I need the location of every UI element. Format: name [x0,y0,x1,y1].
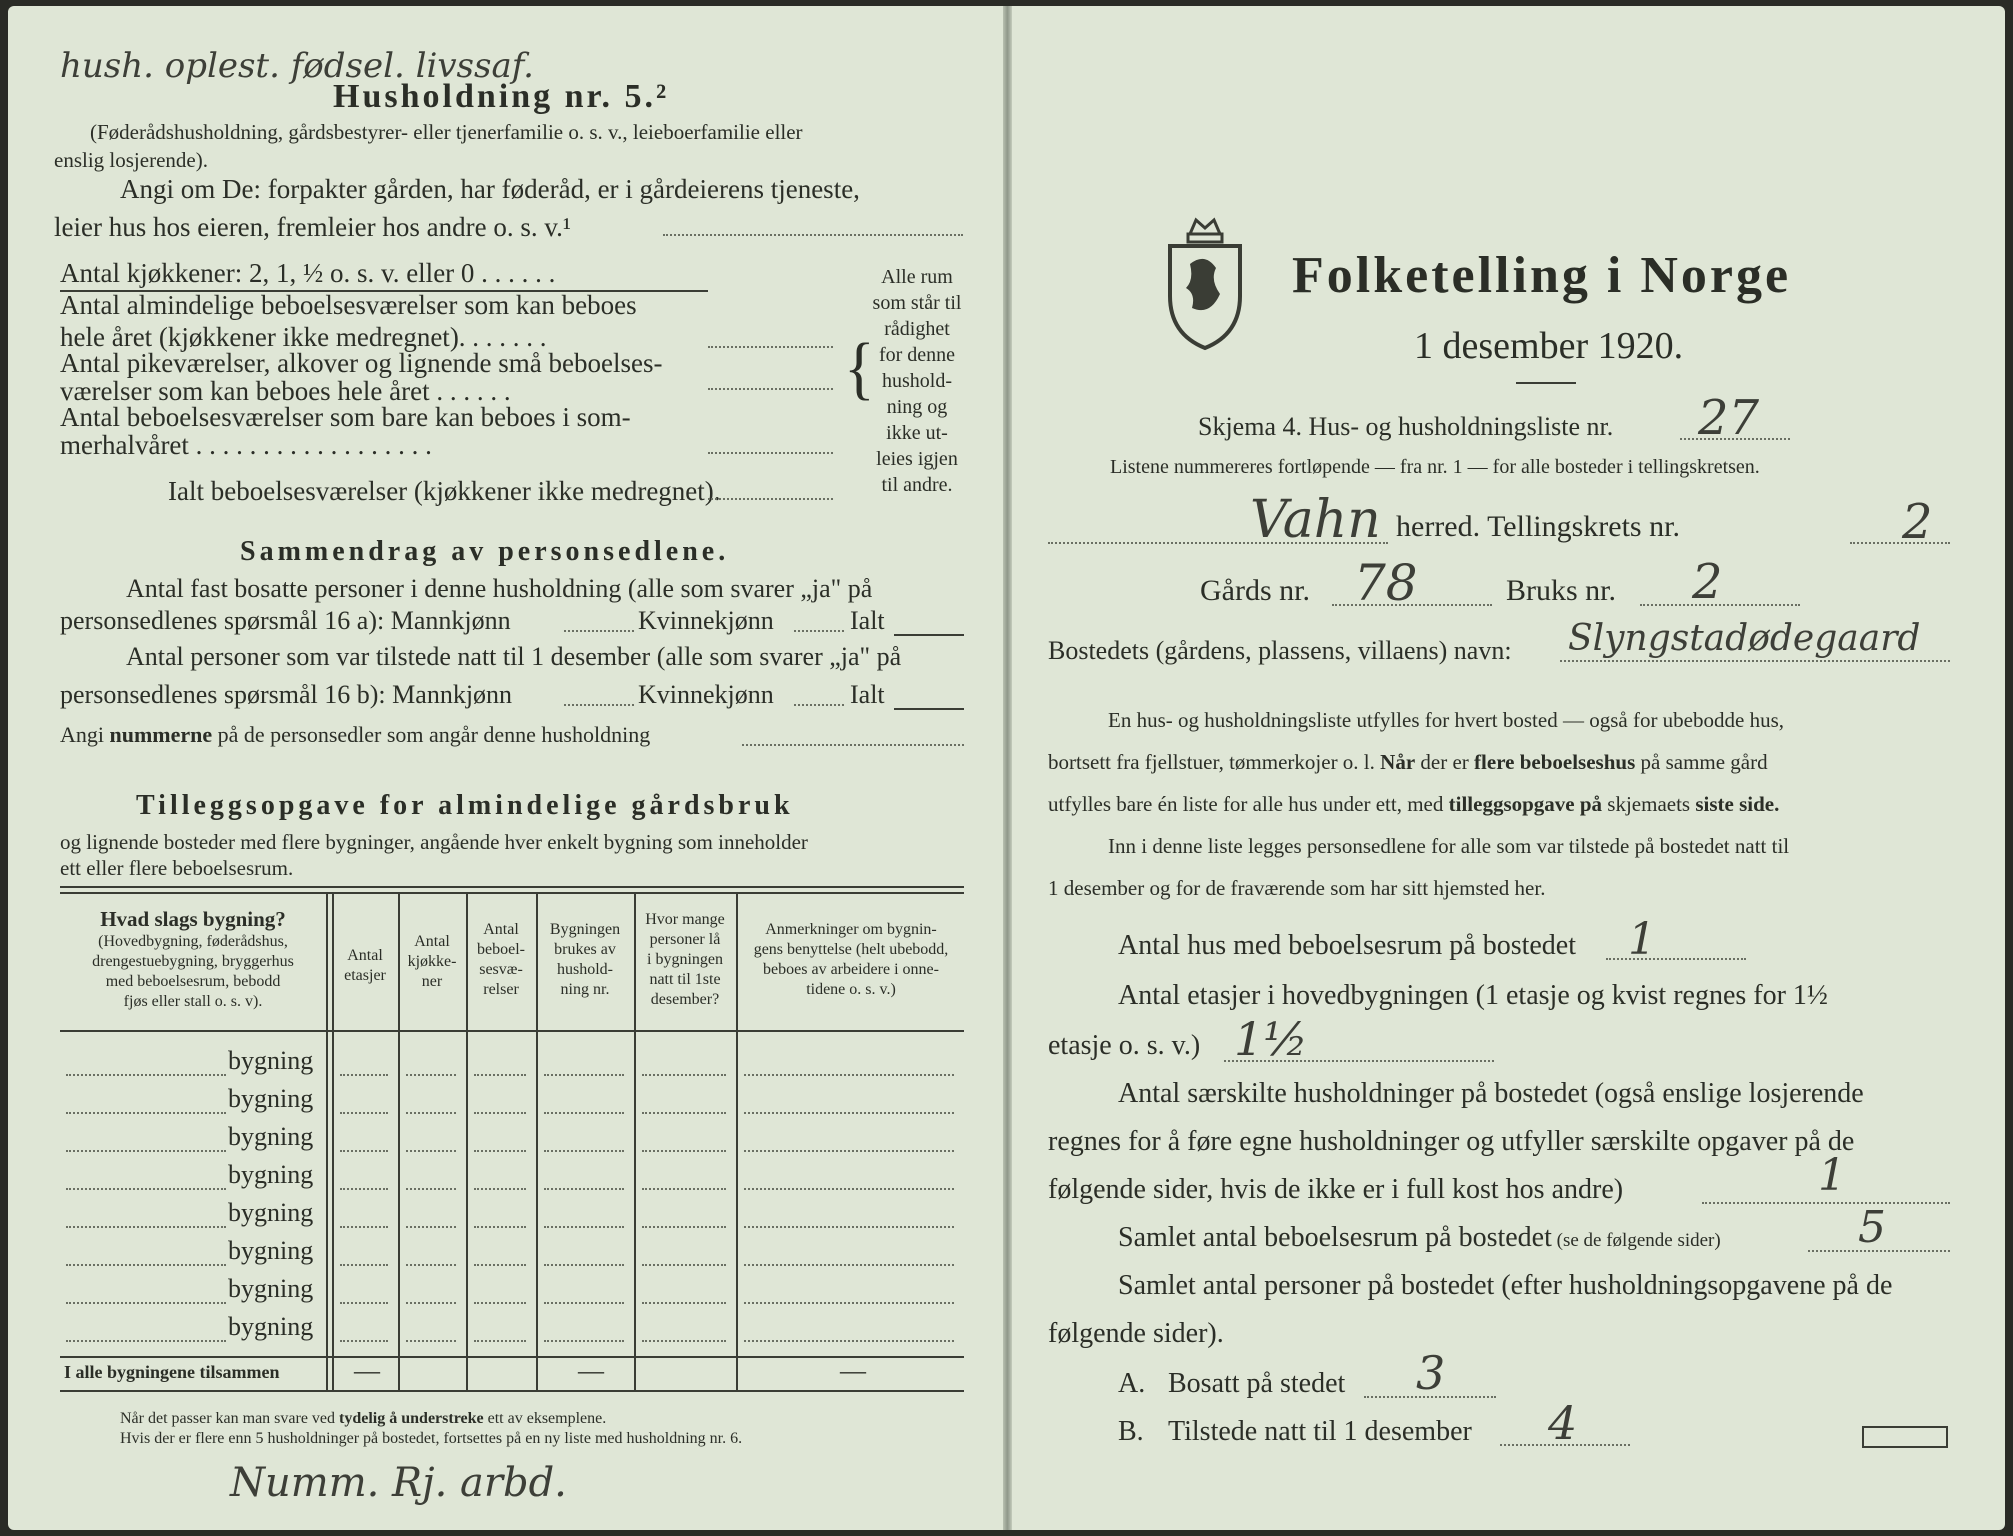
total-floors-dash: — [354,1356,380,1385]
building-cell-line [544,1074,624,1076]
table-header-building-type [60,906,326,1012]
table-header-floors [332,946,398,986]
header-household-line: hushold- [557,961,613,978]
table-header-household [536,920,634,1000]
building-cell-line [744,1264,954,1266]
header-kitchens-line: kjøkke- [407,953,457,970]
angi-numbers-bold: nummerne [109,722,213,747]
instruction-1b-bold: Når [1380,750,1416,774]
angi-numbers [60,722,650,748]
household-title: Husholdning nr. 5.² [333,78,670,115]
table-bottom-rule [60,1390,964,1392]
summary-present-1: Antal personer som var tilstede natt til 1 desember (alle som svarer „ja" på [126,642,902,671]
schema-label: Skjema 4. Hus- og husholdningsliste nr. [1198,412,1614,441]
building-cell-line [406,1150,456,1152]
resident-label: Bosatt på stedet [1168,1368,1346,1399]
instruction-1c [1048,792,1779,817]
total-household-dash: — [578,1356,604,1385]
rooms-small-2: værelser som kan beboes hele året . . . . . . [60,376,511,406]
brace-note [862,264,972,498]
resident-female-label: Kvinnekjønn [638,606,774,635]
instruction-1b [1048,750,1768,775]
rooms-answer-line-2 [708,388,833,390]
header-persons-line: personer lå [649,931,721,948]
building-cell-line [406,1340,456,1342]
census-date: 1 desember 1920. [1414,325,1684,367]
bosted-line [1560,660,1950,662]
building-row-label: bygning [228,1160,314,1189]
building-cell-line [744,1226,954,1228]
header-persons-line: desember? [650,991,720,1008]
summary-title: Sammendrag av personsedlene. [240,536,730,567]
header-household-line: Bygningen [549,921,621,938]
angi-line-1: Angi om De: forpakter gården, har føderåd, er i gårdeierens tjeneste, [120,174,860,204]
summary-resident-1: Antal fast bosatte personer i denne husholdning (alle som svarer „ja" på [126,574,873,603]
building-cell-line [406,1226,456,1228]
rooms-ordinary-1: Antal almindelige beboelsesværelser som kan beboes [60,290,637,320]
supplement-text-2: ett eller flere beboelsesrum. [60,856,294,880]
persons-label-1: Samlet antal personer på bostedet (efter husholdningsopgavene på de [1118,1270,1893,1301]
intro-line-2: enslig losjerende). [54,148,208,172]
table-header-rule [60,1030,964,1032]
instruction-1c-bold: tilleggsopgave på [1448,792,1603,816]
floors-value: 1½ [1234,1012,1308,1066]
building-cell-line [340,1340,388,1342]
building-cell-line [642,1302,726,1304]
building-cell-line [744,1340,954,1342]
building-cell-line [544,1150,624,1152]
footnote-1 [120,1410,606,1428]
building-name-line [66,1074,226,1076]
bosted-value: Slyngstadødegaard [1568,618,1921,659]
houses-value: 1 [1628,914,1656,965]
coat-of-arms-icon [1160,204,1250,354]
header-building-type-line: med beboelsesrum, bebodd [105,973,281,990]
angi-numbers-line [742,744,964,746]
intro-line-1: (Føderådshusholdning, gårdsbestyrer- eller tjenerfamilie o. s. v., leieboerfamilie eller [90,120,803,144]
herred-label: herred. Tellingskrets nr. [1396,510,1680,543]
printer-mark-stamp [1862,1426,1948,1448]
instruction-1c-mid: skjemaets [1602,792,1696,816]
gards-label: Gårds nr. [1200,574,1310,607]
header-household-line: brukes av [554,941,616,958]
supplement-title: Tilleggsopgave for almindelige gårdsbruk [136,790,794,821]
table-col-divider [326,892,328,1390]
header-remarks-line: beboes av arbeidere i onne- [763,961,939,978]
bosted-label: Bostedets (gårdens, plassens, villaens) navn: [1048,636,1512,665]
footnote-1-bold: tydelig å understreke [339,1410,484,1427]
angi-line-2: leier hus hos eieren, fremleier hos andre o. s. v.¹ [54,212,571,242]
building-cell-line [340,1112,388,1114]
bruks-label: Bruks nr. [1506,574,1617,607]
building-cell-line [340,1264,388,1266]
table-header-persons [634,910,736,1010]
header-household-line: ning nr. [560,981,610,998]
rooms-small-1: Antal pikeværelser, alkover og lignende små beboelses- [60,348,663,378]
building-cell-line [544,1340,624,1342]
instruction-1c-pre: utfylles bare én liste for alle hus under ett, med [1048,792,1449,816]
resident-letter: A. [1118,1368,1146,1399]
resident-total-label: Ialt [850,606,885,635]
angi-answer-line [663,234,963,236]
present-label: Tilstede natt til 1 desember [1168,1416,1472,1447]
table-total-label: I alle bygningene tilsammen [64,1362,280,1382]
present-total-line [894,708,964,710]
right-page [1012,6,2005,1530]
building-cell-line [474,1264,526,1266]
households-label-2: regnes for å føre egne husholdninger og utfyller særskilte opgaver på de [1048,1126,1855,1157]
building-name-line [66,1340,226,1342]
rooms-total-label-r [1118,1222,1721,1254]
page-fold [1003,6,1012,1530]
building-cell-line [642,1074,726,1076]
rooms-summer-2: merhalvåret . . . . . . . . . . . . . . . . . . [60,430,432,460]
instruction-1b-post: på samme gård [1635,750,1768,774]
instruction-2a: Inn i denne liste legges personsedlene for alle som var tilstede på bostedet natt til [1108,834,1790,858]
present-letter: B. [1118,1416,1144,1447]
building-cell-line [744,1302,954,1304]
footnote-2: Hvis der er flere enn 5 husholdninger på bostedet, fortsettes på en ny liste med husholdning nr. 6. [120,1430,743,1447]
angi-numbers-post: på de personsedler som angår denne husholdning [212,722,651,747]
building-cell-line [406,1112,456,1114]
total-remarks-dash: — [840,1356,866,1385]
supplement-text-1: og lignende bosteder med flere bygninger, angående hver enkelt bygning som inneholder [60,830,808,854]
building-row-label: bygning [228,1122,314,1151]
rooms-answer-line-3 [708,452,833,454]
households-value: 1 [1818,1150,1846,1201]
header-rooms-line: sesvæ- [479,961,523,978]
header-kitchens-line: ner [421,973,443,990]
header-rooms-line: beboel- [477,941,525,958]
floors-label-2: etasje o. s. v.) [1048,1030,1201,1061]
building-cell-line [474,1302,526,1304]
instruction-1b-mid: der er [1415,750,1475,774]
handwritten-header-note: hush. oplest. fødsel. livssaf. [60,46,534,86]
title-rule [1516,382,1576,384]
brace-note-line: rådighet [884,318,950,340]
header-persons-line: natt til 1ste [649,971,721,988]
brace-note-line: for denne [878,344,956,366]
floors-label-1: Antal etasjer i hovedbygningen (1 etasje og kvist regnes for 1½ [1118,980,1828,1011]
building-name-line [66,1302,226,1304]
rooms-total-line [708,498,833,500]
building-cell-line [642,1150,726,1152]
schema-number-value: 27 [1698,390,1760,446]
angi-numbers-pre: Angi [60,722,110,747]
building-cell-line [406,1302,456,1304]
houses-line [1606,958,1746,960]
building-row-label: bygning [228,1084,314,1113]
brace-note-line: til andre. [881,474,953,496]
brace-note-line: ikke ut- [886,422,948,444]
households-label-3: følgende sider, hvis de ikke er i full kost hos andre) [1048,1174,1624,1205]
footnote-1-post: ett av eksemplene. [483,1410,607,1427]
header-remarks-line: Anmerkninger om bygnin- [765,921,937,938]
present-male-line [564,704,634,706]
herred-value: Vahn [1250,490,1381,550]
households-label-1: Antal særskilte husholdninger på bostedet (også enslige losjerende [1118,1078,1864,1109]
building-cell-line [474,1188,526,1190]
resident-total-line [894,634,964,636]
header-remarks-line: tidene o. s. v.) [806,981,896,998]
rooms-answer-line-1 [708,346,833,348]
brace-note-line: hushold- [882,370,952,392]
building-name-line [66,1264,226,1266]
krets-value: 2 [1902,494,1933,550]
building-cell-line [406,1074,456,1076]
gards-value: 78 [1354,554,1418,612]
building-name-line [66,1112,226,1114]
header-rooms-line: relser [483,981,519,998]
summary-resident-2: personsedlenes spørsmål 16 a): Mannkjønn [60,606,511,635]
brace-note-line: ning og [886,396,948,418]
brace-glyph: { [844,328,875,407]
building-cell-line [642,1226,726,1228]
building-cell-line [744,1188,954,1190]
houses-label: Antal hus med beboelsesrum på bostedet [1118,930,1577,961]
header-building-type-title: Hvad slags bygning? [100,907,286,931]
brace-note-line: som står til [872,292,962,314]
header-building-type-line: fjøs eller stall o. s. v). [123,993,263,1010]
building-cell-line [340,1074,388,1076]
building-cell-line [474,1150,526,1152]
rooms-ordinary-2: hele året (kjøkkener ikke medregnet). . . . . . . [60,322,547,352]
rooms-total-value: 5 [1858,1202,1886,1253]
building-row-label: bygning [228,1198,314,1227]
instruction-1c-bold-2: siste side. [1695,792,1780,816]
rooms-summer-1: Antal beboelsesværelser som bare kan beboes i som- [60,402,631,432]
building-row-label: bygning [228,1274,314,1303]
building-name-line [66,1226,226,1228]
present-value: 4 [1548,1396,1578,1450]
resident-female-line [794,630,844,632]
rooms-total-text: Samlet antal beboelsesrum på bostedet [1118,1222,1552,1253]
header-kitchens-line: Antal [414,933,450,950]
rooms-kitchens: Antal kjøkkener: 2, 1, ½ o. s. v. eller 0 . . . . . . [60,258,556,288]
building-cell-line [406,1264,456,1266]
building-cell-line [642,1112,726,1114]
building-cell-line [474,1340,526,1342]
building-name-line [66,1150,226,1152]
census-title: Folketelling i Norge [1292,247,1792,304]
building-cell-line [744,1112,954,1114]
building-cell-line [642,1264,726,1266]
header-persons-line: Hvor mange [645,911,725,928]
header-persons-line: i bygningen [647,951,723,968]
table-top-rule-2 [60,892,964,894]
building-cell-line [744,1150,954,1152]
building-cell-line [340,1150,388,1152]
building-cell-line [340,1302,388,1304]
resident-value: 3 [1416,1346,1446,1400]
building-cell-line [474,1074,526,1076]
summary-present-2: personsedlenes spørsmål 16 b): Mannkjønn [60,680,513,709]
brace-note-line: leies igjen [876,448,958,470]
census-form-sheet [8,6,2005,1530]
header-floors-line: Antal [347,947,383,964]
building-cell-line [474,1226,526,1228]
header-building-type-line: drengestuebygning, bryggerhus [92,953,294,970]
krets-line [1850,542,1950,544]
building-cell-line [544,1188,624,1190]
footnote-1-pre: Når det passer kan man svare ved [120,1410,340,1427]
present-female-line [794,704,844,706]
handwritten-bottom-note: Numm. Rj. arbd. [230,1460,567,1506]
building-cell-line [642,1188,726,1190]
numbering-note: Listene nummereres fortløpende — fra nr. 1 — for alle bosteder i tellingskretsen. [1110,456,1760,478]
building-row-label: bygning [228,1312,314,1341]
building-cell-line [544,1264,624,1266]
table-top-rule [60,886,964,888]
building-name-line [66,1188,226,1190]
persons-label-2: følgende sider). [1048,1318,1224,1349]
building-cell-line [642,1340,726,1342]
present-total-label: Ialt [850,680,885,709]
brace-note-line: Alle rum [881,266,953,288]
bruks-value: 2 [1692,554,1723,610]
building-cell-line [544,1226,624,1228]
present-female-label: Kvinnekjønn [638,680,774,709]
building-cell-line [544,1302,624,1304]
header-floors-line: etasjer [344,967,386,984]
building-cell-line [406,1188,456,1190]
header-rooms-line: Antal [483,921,519,938]
building-row-label: bygning [228,1236,314,1265]
building-cell-line [744,1074,954,1076]
households-line [1702,1202,1950,1204]
table-total-rule [60,1356,964,1358]
left-page [8,6,1003,1530]
instruction-1b-pre: bortsett fra fjellstuer, tømmerkojer o. l. [1048,750,1381,774]
instruction-2b: 1 desember og for de fraværende som har sitt hjemsted her. [1048,876,1546,900]
building-cell-line [340,1188,388,1190]
building-row-label: bygning [228,1046,314,1075]
building-cell-line [340,1226,388,1228]
table-header-kitchens [398,932,466,992]
rooms-total-label: Ialt beboelsesværelser (kjøkkener ikke medregnet). [168,476,721,506]
instruction-1b-bold-2: flere beboelseshus [1474,750,1636,774]
rooms-total-small: (se de følgende sider) [1551,1230,1721,1251]
building-cell-line [474,1112,526,1114]
table-header-remarks [738,920,964,1000]
table-header-rooms [466,920,536,1000]
resident-male-line [564,630,634,632]
building-cell-line [544,1112,624,1114]
header-building-type-line: (Hovedbygning, føderådshus, [98,933,288,950]
instruction-1a: En hus- og husholdningsliste utfylles for hvert bosted — også for ubebodde hus, [1108,708,1784,732]
header-remarks-line: gens benyttelse (helt ubebodd, [753,941,949,958]
